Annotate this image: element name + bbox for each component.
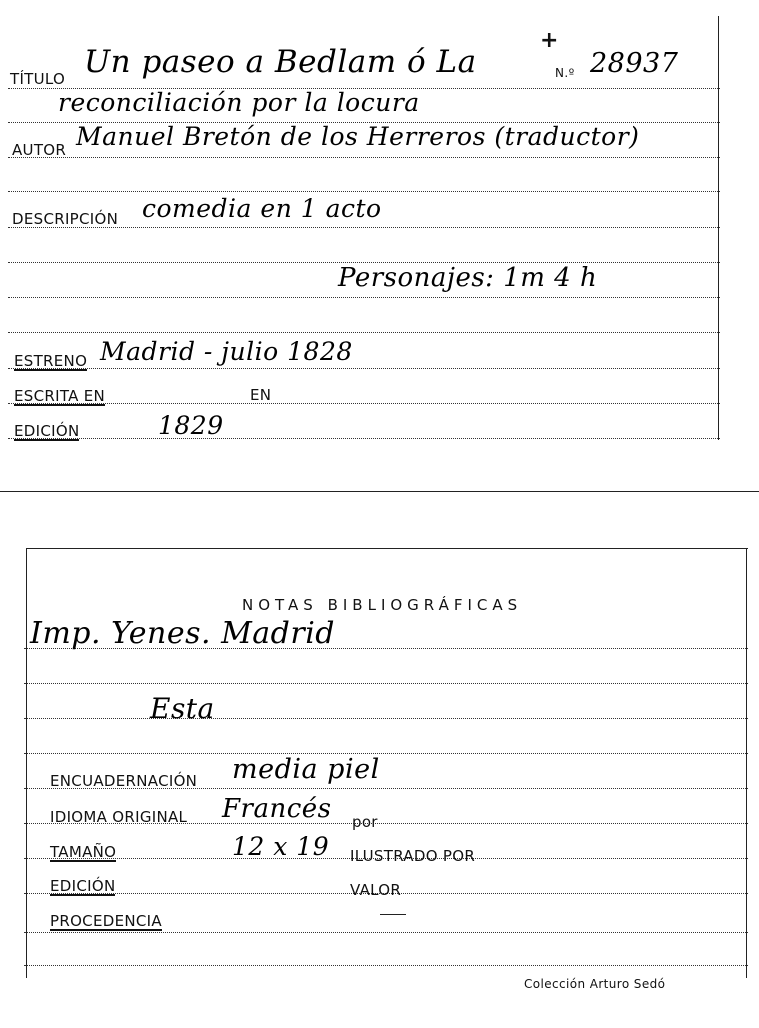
edicion-value: 1829: [158, 411, 224, 440]
note-line-1: Imp. Yenes. Madrid: [30, 616, 336, 651]
rule-line: [8, 157, 720, 158]
idioma-original-value: Francés: [222, 794, 332, 824]
rule-line: [24, 932, 748, 933]
card-right-border: [746, 548, 747, 978]
autor-label: AUTOR: [12, 141, 67, 159]
por-label: por: [352, 813, 378, 831]
rule-line: [24, 718, 748, 719]
ilustrado-por-label: ILUSTRADO POR: [350, 847, 476, 865]
note-line-2: Esta: [150, 692, 215, 725]
card-top-border: [26, 548, 748, 549]
cross-mark: +: [540, 28, 559, 53]
titulo-value: Un paseo a Bedlam ó La: [84, 44, 477, 80]
estreno-value: Madrid - julio 1828: [100, 337, 353, 366]
rule-line: [8, 332, 720, 333]
valor-label: VALOR: [350, 881, 402, 899]
top-card: [0, 0, 759, 492]
encuadernacion-label: ENCUADERNACIÓN: [50, 772, 198, 790]
card-separator: [0, 491, 759, 492]
rule-line: [24, 965, 748, 966]
descripcion-label: DESCRIPCIÓN: [12, 210, 119, 228]
rule-line: [8, 438, 720, 439]
card-right-border: [718, 16, 719, 440]
card-left-border: [26, 548, 27, 978]
personajes-value: Personajes: 1m 4 h: [338, 263, 598, 293]
procedencia-label: PROCEDENCIA: [50, 912, 162, 930]
titulo-value-continued: reconciliación por la locura: [58, 88, 420, 117]
idioma-original-label: IDIOMA ORIGINAL: [50, 808, 188, 826]
rule-line: [8, 191, 720, 192]
bottom-card: [0, 540, 759, 1028]
descripcion-value: comedia en 1 acto: [142, 194, 382, 223]
escrita-en-label: ESCRITA EN: [14, 387, 106, 405]
autor-value: Manuel Bretón de los Herreros (traductor): [76, 122, 640, 151]
estreno-label: ESTRENO: [14, 352, 88, 370]
edicion-label: EDICIÓN: [14, 422, 80, 440]
encuadernacion-value: media piel: [232, 754, 380, 785]
tamano-value: 12 x 19: [232, 832, 330, 861]
edicion-label: EDICIÓN: [50, 877, 116, 895]
rule-line: [8, 403, 720, 404]
rule-line: [8, 297, 720, 298]
numero-label: N.º: [555, 66, 575, 80]
en-label: EN: [250, 386, 272, 404]
titulo-label: TÍTULO: [10, 70, 66, 88]
rule-line: [24, 753, 748, 754]
numero-value: 28937: [590, 48, 679, 79]
rule-line: [8, 368, 720, 369]
coleccion-label: Colección Arturo Sedó: [524, 977, 666, 991]
dash-mark: [380, 914, 406, 915]
notas-bibliograficas-heading: NOTAS BIBLIOGRÁFICAS: [242, 596, 523, 614]
tamano-label: TAMAÑO: [50, 843, 117, 861]
rule-line: [24, 683, 748, 684]
